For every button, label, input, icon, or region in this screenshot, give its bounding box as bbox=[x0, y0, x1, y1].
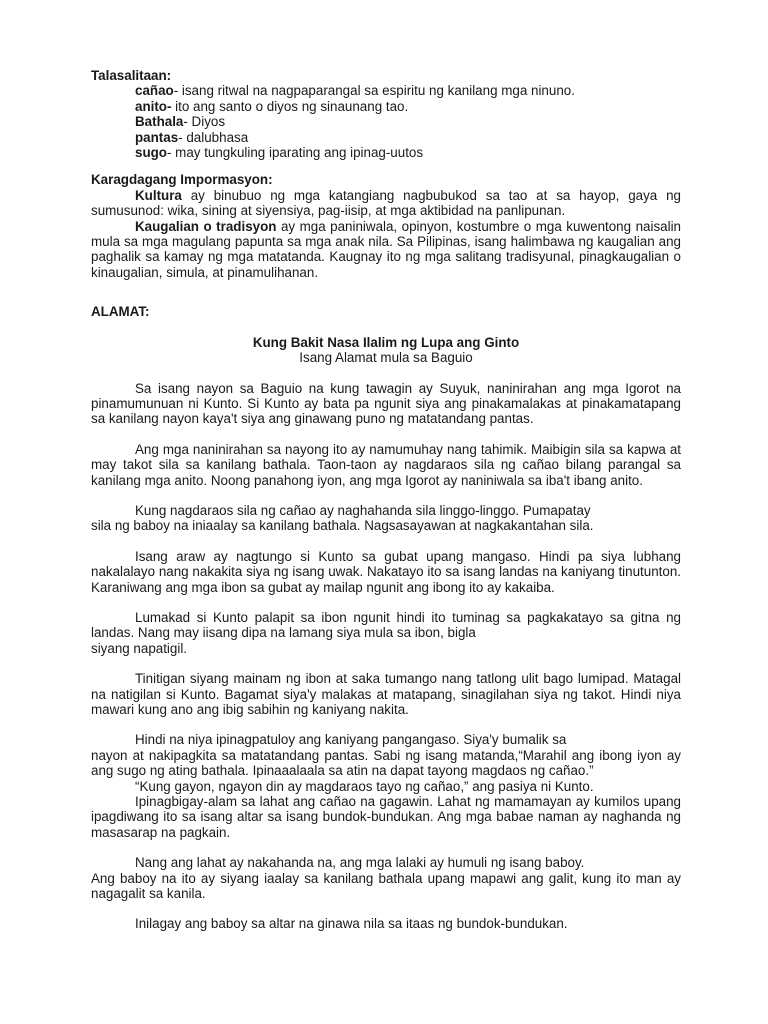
story-paragraph: Lumakad si Kunto palapit sa ibon ngunit hindi ito tuminag sa pagkakatayo sa gitna ng landas. Nang may iisang dipa na lamang siya mula sa ibon, bigla bbox=[91, 609, 681, 641]
story-paragraph: Sa isang nayon sa Baguio na kung tawagin ay Suyuk, naninirahan ang mga Igorot na pinamumunuan ni Kunto. Si Kunto ay bata pa ngunit siya ang pinakamalakas at pinakamatapang sa kanilang nayon kaya't siya ang ginawang puno ng matatandang pantas. bbox=[91, 380, 681, 427]
vocab-definition: ito ang santo o diyos ng sinaunang tao. bbox=[171, 98, 409, 114]
vocab-definition: - Diyos bbox=[183, 114, 226, 130]
story-paragraph-line: Inilagay ang baboy sa altar na ginawa nila sa itaas ng bundok-bundukan. bbox=[135, 916, 568, 932]
vocab-term: sugo bbox=[135, 145, 167, 161]
karagdagang-heading: Karagdagang Impormasyon: bbox=[91, 172, 273, 188]
vocab-definition: - dalubhasa bbox=[178, 129, 249, 145]
vocab-definition: - may tungkuling iparating ang ipinag-uutos bbox=[167, 145, 424, 161]
vocabulary-list bbox=[91, 83, 681, 160]
talasalitaan-heading: Talasalitaan: bbox=[91, 68, 172, 83]
story-title: Kung Bakit Nasa Ilalim ng Lupa ang Ginto bbox=[252, 334, 520, 350]
vocab-term: Bathala bbox=[135, 114, 184, 130]
story-paragraph-line: Nang ang lahat ay nakahanda na, ang mga lalaki ay humuli ng isang baboy. bbox=[135, 855, 585, 871]
kultura-text: ay binubuo ng mga katangiang nagbubukod sa tao at sa hayop, gaya ng sumusunod: wika, sining at siyensiya, pag-iisip, at mga aktibidad na panlipunan. bbox=[91, 187, 681, 219]
vocab-item bbox=[135, 130, 681, 145]
story-subtitle: Isang Alamat mula sa Baguio bbox=[299, 350, 473, 366]
vocab-item bbox=[135, 83, 681, 98]
kultura-term: Kultura bbox=[135, 187, 182, 203]
story-paragraph: Tinitigan siyang mainam ng ibon at saka tumango nang tatlong ulit bago lumipad. Matagal na natigilan si Kunto. Bagamat siya'y malakas at matapang, sinagilahan siya ng takot. Hindi niya mawari kung ano ang ibig sabihin ng kaniyang nakita. bbox=[91, 671, 681, 717]
story-paragraph-line: Hindi na niya ipinagpatuloy ang kaniyang pangangaso. Siya'y bumalik sa bbox=[135, 732, 567, 748]
kaugalian-paragraph bbox=[91, 219, 681, 281]
alamat-heading: ALAMAT: bbox=[91, 304, 150, 320]
story-paragraph-line: siyang napatigil. bbox=[91, 640, 188, 656]
kaugalian-term: Kaugalian o tradisyon bbox=[135, 218, 277, 234]
vocab-item bbox=[135, 99, 681, 114]
story-paragraph: Ipinagbigay-alam sa lahat ang cañao na gagawin. Lahat ng mamamayan ay kumilos upang ipagdiwang ito sa isang altar sa isang bundok-bundukan. Ang mga babae naman ay naghanda ng masasarap na pagkain. bbox=[91, 794, 681, 840]
story-paragraph: Ang mga naninirahan sa nayong ito ay namumuhay nang tahimik. Maibigin sila sa kapwa at may takot sila sa kanilang bathala. Taon-taon ay nagdaraos sila ng cañao bilang parangal sa kanilang mga anito. Noong panahong iyon, ang mga Igorot ay naniniwala sa iba't ibang anito. bbox=[91, 441, 681, 488]
story-paragraph-line: “Kung gayon, ngayon din ay magdaraos tayo ng cañao,” ang pasiya ni Kunto. bbox=[135, 778, 594, 794]
vocab-definition: - isang ritwal na nagpaparangal sa espiritu ng kanilang mga ninuno. bbox=[173, 83, 575, 99]
document-page bbox=[91, 68, 681, 932]
vocab-item bbox=[135, 145, 681, 160]
story-paragraph: nayon at nakipagkita sa matatandang pantas. Sabi ng isang matanda,“Marahil ang ibong iyon ay ang sugo ng ating bathala. Ipinaaalaala sa atin na dapat tayong magdaos ng cañao.” bbox=[91, 747, 681, 779]
story-paragraph-line: Kung nagdaraos sila ng cañao ay naghahanda sila linggo-linggo. Pumapatay bbox=[135, 502, 591, 518]
story-paragraph-line: sila ng baboy na iniaalay sa kanilang bathala. Nagsasayawan at nagkakantahan sila. bbox=[91, 518, 594, 534]
story-paragraph: Isang araw ay nagtungo si Kunto sa gubat upang mangaso. Hindi pa siya lubhang nakalalayo nang nakakita siya ng isang uwak. Nakatayo ito sa isang landas na kaniyang tinutunton. Karaniwang ang mga ibon sa gubat ay mailap ngunit ang ibong ito ay kakaiba. bbox=[91, 548, 681, 595]
vocab-term: anito- bbox=[135, 98, 172, 114]
kultura-paragraph bbox=[91, 188, 681, 219]
vocab-term: pantas bbox=[135, 129, 179, 145]
story-paragraph: Ang baboy na ito ay siyang iaalay sa kanilang bathala upang mapawi ang galit, kung ito man ay nagagalit sa kanila. bbox=[91, 870, 681, 902]
vocab-term: cañao bbox=[135, 83, 174, 99]
vocab-item bbox=[135, 114, 681, 129]
kaugalian-text: ay mga paniniwala, opinyon, kostumbre o mga kuwentong naisalin mula sa mga magulang papunta sa mga anak nila. Sa Pilipinas, isang halimbawa ng kaugalian ang paghalik sa kamay ng mga matatanda. Kaugnay ito ng mga salitang tradisyunal, pinagkaugalian o kinaugalian, simula, at pinamulihanan. bbox=[91, 218, 681, 280]
